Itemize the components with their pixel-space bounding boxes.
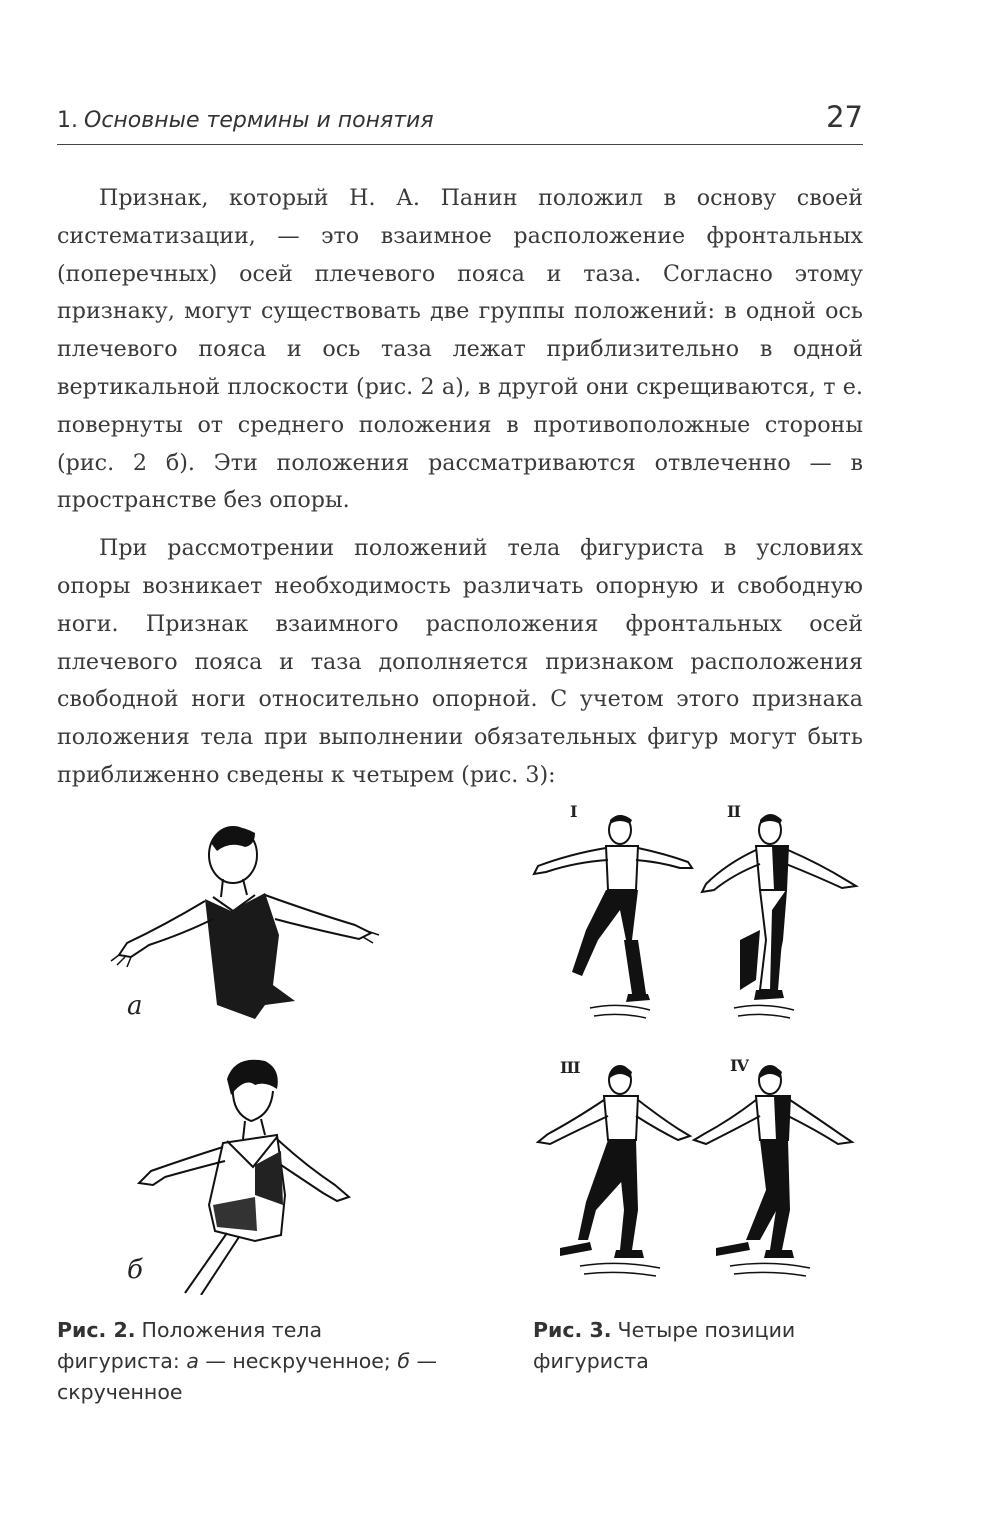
paragraph-1: Признак, который Н. А. Панин положил в основу своей систематизации, — это взаимное расположение фронтальных (поперечных) осей плечевого пояса и таза. Согласно этому признаку, могут существовать две группы положений: в одной ось плечевого пояса и ось таза лежат приблизительно в одной вертикальной плоскости (рис. 2 а), в другой они скрещиваются, т е. повернуты от среднего положения в противоположные стороны (рис. 2 б). Эти положения рассматриваются отвлеченно — в пространстве без опоры.	[57, 185, 863, 514]
page-number: 27	[826, 100, 863, 134]
section-number: 1.	[57, 108, 78, 133]
position-label-1: I	[570, 802, 577, 821]
running-head	[57, 108, 434, 133]
body-text	[57, 180, 863, 795]
figure-2-caption-a-letter: а	[186, 1349, 199, 1373]
position-label-3: III	[560, 1058, 580, 1077]
figure-3-caption	[533, 1315, 833, 1377]
figure-2-caption-a-text: — нескрученное;	[198, 1349, 391, 1373]
figure-2-label-a: а	[127, 991, 143, 1021]
skater-torso-illustration	[105, 815, 385, 1030]
figure-2-caption-b-text: — скрученное	[57, 1349, 438, 1404]
skater-position-1	[534, 815, 692, 1018]
figure-2-caption-b-letter: б	[397, 1349, 410, 1373]
skater-position-2	[702, 814, 856, 1018]
figure-2-caption	[57, 1315, 447, 1408]
skater-position-4	[694, 1066, 852, 1276]
figure-2b	[105, 1055, 385, 1295]
figure-2-label-b: б	[127, 1255, 143, 1285]
page-header	[57, 98, 863, 145]
figure-2-caption-text: Положения тела фигуриста:	[57, 1318, 323, 1373]
paragraph-2: При рассмотрении положений тела фигуриста в условиях опоры возникает необходимость различать опорную и свободную ноги. Признак взаимного расположения фронтальных осей плечевого пояса и таза дополняется признаком расположения свободной ноги относительно опорной. С учетом этого признака положения тела при выполнении обязательных фигур могут быть приближенно сведены к четырем (рис. 3):	[57, 535, 863, 788]
section-title: Основные термины и понятия	[84, 108, 434, 133]
figure-3-caption-label: Рис. 3.	[533, 1318, 612, 1342]
figure-3-caption-text: Четыре позиции фигуриста	[533, 1318, 796, 1373]
figure-3	[520, 790, 870, 1290]
female-skater-illustration	[105, 1055, 385, 1295]
skater-position-3	[538, 1066, 690, 1276]
position-label-4: IV	[730, 1056, 748, 1075]
figure-2a	[105, 815, 385, 1030]
figure-2-caption-label: Рис. 2.	[57, 1318, 136, 1342]
four-positions-illustration	[520, 790, 870, 1290]
position-label-2: II	[727, 802, 740, 821]
